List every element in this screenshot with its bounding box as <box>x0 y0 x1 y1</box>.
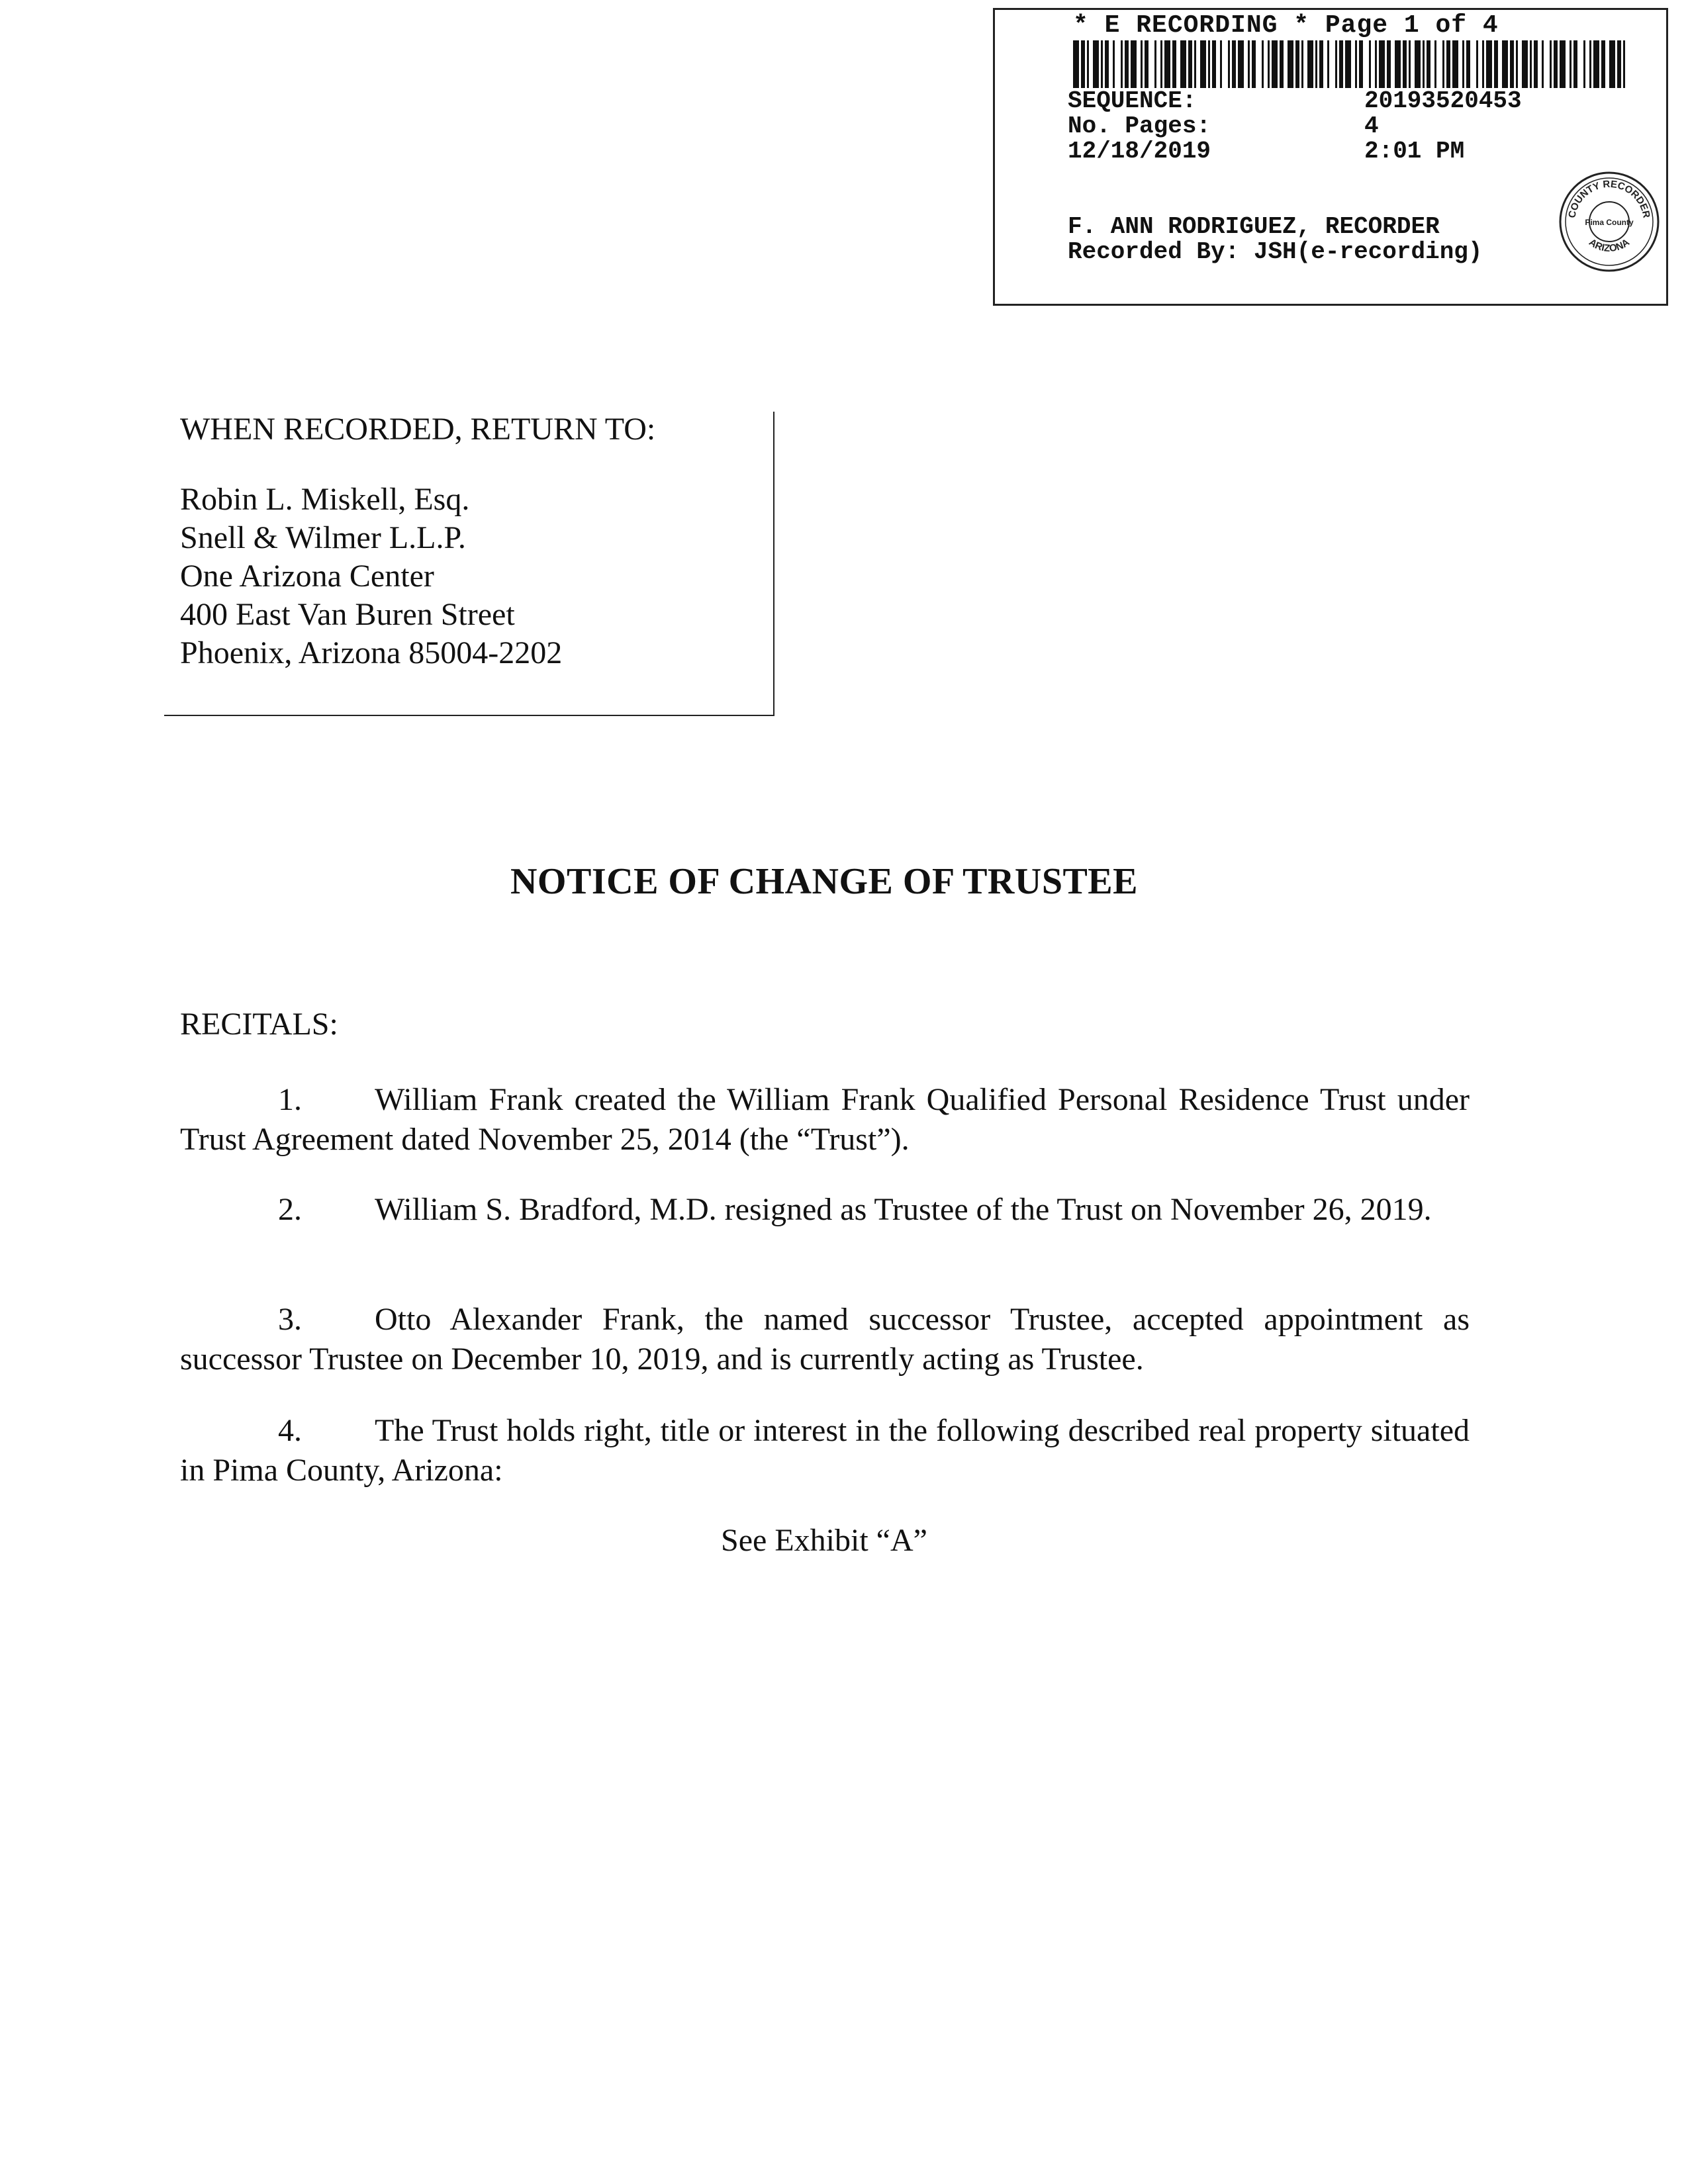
return-to-line: Phoenix, Arizona 85004-2202 <box>180 635 563 670</box>
svg-text:ARIZONA <box>1587 237 1632 255</box>
recorded-by: Recorded By: JSH(e-recording) <box>1068 238 1483 265</box>
return-to-line: 400 East Van Buren Street <box>180 597 515 632</box>
return-to-line: One Arizona Center <box>180 559 434 594</box>
sequence-label: SEQUENCE: <box>1068 87 1197 114</box>
return-block-border-bottom <box>164 715 774 716</box>
pages-label: No. Pages: <box>1068 113 1211 140</box>
recital-paragraph <box>180 1190 1470 1230</box>
recital-text: William S. Bradford, M.D. resigned as Trustee of the Trust on November 26, 2019. <box>375 1192 1432 1227</box>
recital-number: 1. <box>278 1082 302 1117</box>
sequence-value: 20193520453 <box>1364 87 1522 114</box>
return-to-line: Snell & Wilmer L.L.P. <box>180 520 466 555</box>
pages-value: 4 <box>1364 113 1379 140</box>
recorder-name: F. ANN RODRIGUEZ, RECORDER <box>1068 213 1440 240</box>
recorded-date: 12/18/2019 <box>1068 138 1211 165</box>
recital-number: 2. <box>278 1192 302 1227</box>
county-seal-icon <box>1556 169 1662 275</box>
recorder-stamp <box>993 8 1668 306</box>
recorded-time: 2:01 PM <box>1364 138 1465 165</box>
return-block-border-right <box>773 412 774 716</box>
seal-bottom-text: ARIZONA <box>1587 236 1632 255</box>
recital-text: William Frank created the William Frank Qualified Personal Residence Trust under Trust Agreement dated November 25, 2014 (the “Trust”). <box>180 1082 1470 1157</box>
return-to-line: Robin L. Miskell, Esq. <box>180 482 470 517</box>
recital-text: Otto Alexander Frank, the named successor Trustee, accepted appointment as successor Trustee on December 10, 2019, and is currently acting as Trustee. <box>180 1302 1470 1377</box>
recital-number: 4. <box>278 1413 302 1448</box>
return-to-block <box>180 410 655 672</box>
seal-center-text: Pima County <box>1585 218 1634 227</box>
recital-number: 3. <box>278 1302 302 1337</box>
barcode <box>1073 40 1629 88</box>
recitals-heading: RECITALS: <box>180 1007 338 1042</box>
stamp-header: * E RECORDING * Page 1 of 4 <box>1073 11 1499 40</box>
recital-paragraph <box>180 1080 1470 1160</box>
recital-paragraph <box>180 1411 1470 1490</box>
return-to-heading: WHEN RECORDED, RETURN TO: <box>180 412 656 447</box>
recital-paragraph <box>180 1300 1470 1379</box>
svg-text:COUNTY RECORDER <box>1566 179 1652 219</box>
document-title: NOTICE OF CHANGE OF TRUSTEE <box>510 861 1139 902</box>
exhibit-reference: See Exhibit “A” <box>721 1523 927 1558</box>
seal-top-text: COUNTY RECORDER <box>1566 178 1652 219</box>
recital-text: The Trust holds right, title or interest in the following described real property situated in Pima County, Arizona: <box>180 1413 1470 1488</box>
